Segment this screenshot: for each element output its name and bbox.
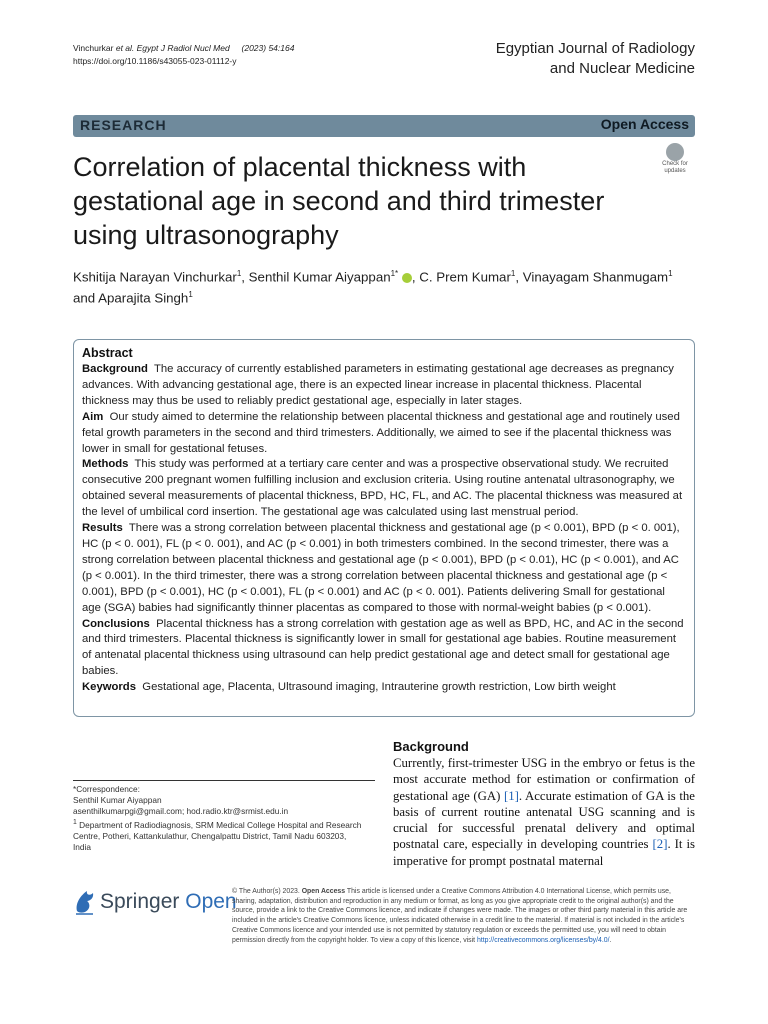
citation-year: (2023) 54:164 <box>241 43 295 53</box>
correspondence-label: *Correspondence: <box>73 784 140 794</box>
abstract-conclusions: Conclusions Placental thickness has a strong correlation with gestation age as well as BPD, HC, and AC in the second and third trimesters. Placental thickness is significantly lower in small for gestational age babies. Routine measurement of antenatal placental thickness using ultrasound can help predict gestational age and detect small for gestational age babies. <box>82 617 684 678</box>
citation-authors: Vinchurkar <box>73 43 116 53</box>
author-4[interactable]: , Vinayagam Shanmugam <box>515 269 669 285</box>
abstract-keywords: Keywords Gestational age, Placenta, Ultrasound imaging, Intrauterine growth restriction, Low birth weight <box>82 681 616 694</box>
author-list <box>73 265 693 308</box>
open-access-label: Open Access <box>600 116 689 132</box>
author-5[interactable]: and Aparajita Singh <box>73 290 189 306</box>
license-link[interactable]: http://creativecommons.org/licenses/by/4.0/ <box>476 936 610 944</box>
abstract-aim: Aim Our study aimed to determine the relationship between placental thickness and gestational age and routinely used fetal growth parameters in the second and third trimesters. Additionally, we aimed to see if the placental thickness was lower in small for gestational fetuses. <box>82 410 680 455</box>
section-label: RESEARCH <box>80 117 167 133</box>
publisher-open: Open <box>185 890 237 913</box>
abstract-heading: Abstract <box>82 346 133 360</box>
abstract-results: Results There was a strong correlation between placental thickness and gestational age (p < 0.001), BPD (p < 0. 001), HC (p < 0. 001), FL (p < 0. 001), and AC (p < 0.001) in both trimesters combined. In the second trimester, there was a strong correlation between placental thickness and gestational age (p < 0.001), BPD (p < 0.01), HC (p < 0.001), and AC (p < 0.001). In the third trimester, there was a strong correlation between placental thickness and gestational age (p < 0.001), BPD (p < 0.001), HC (p < 0.001), FL (p < 0.001) and AC (p < 0. 001). Patients delivering Small for gestational age (SGA) babies had significantly thinner placentas as compared to those with normal-weight babies (p < 0.001). <box>82 522 680 614</box>
body-section-heading: Background <box>393 739 469 754</box>
citation-journal: et al. Egypt J Radiol Nucl Med <box>115 43 230 53</box>
correspondence-footnote <box>73 784 363 853</box>
citation-header <box>73 42 294 68</box>
correspondence-email[interactable]: asenthilkumarpgi@gmail.com; hod.radio.ktr@srmist.edu.in <box>73 806 289 816</box>
article-title: Correlation of placental thickness with gestational age in second and third trimester using ultrasonography <box>73 152 605 250</box>
author-5-affil: 1 <box>188 290 193 300</box>
orcid-icon[interactable] <box>402 273 412 283</box>
author-1[interactable]: Kshitija Narayan Vinchurkar <box>73 269 237 285</box>
author-3[interactable]: , C. Prem Kumar <box>411 269 511 285</box>
journal-name-line1: Egyptian Journal of Radiology <box>495 40 695 57</box>
author-2[interactable]: , Senthil Kumar Aiyappan <box>241 269 391 285</box>
reference-link-1[interactable]: [1] <box>503 788 519 803</box>
check-badge-line2: updates <box>664 168 686 174</box>
check-updates-icon <box>666 143 684 161</box>
springer-horse-icon <box>73 887 97 917</box>
affiliation-note: $^1$ Department of Radiodiagnosis, SRM Medical College Hospital and Research Centre, Potheri, Kattankulathur, Chengalpattu District, Tamil Nadu 603203, India <box>73 819 362 852</box>
doi-link[interactable]: https://doi.org/10.1186/s43055-023-01112-y <box>73 56 237 66</box>
check-for-updates-badge[interactable] <box>656 141 694 179</box>
author-1-affil: 1 <box>236 269 242 278</box>
footnote-divider <box>73 780 375 781</box>
author-3-affil: 1 <box>510 269 516 278</box>
license-text: © The Author(s) 2023. Open Access This article is licensed under a Creative Commons Attribution 4.0 International License, which permits use, sharing, adaptation, distribution and reproduction in any medium or format, as long as you give appropriate credit to the original author(s) and the source, provide a link to the Creative Commons licence, and indicate if changes were made. The images or other third party material in this article are included in the article's Creative Commons licence, unless indicated otherwise in a credit line to the material. If material is not included in the article's Creative Commons licence and your intended use is not permitted by statutory regulation or exceeds the permitted use, you will need to obtain permission directly from the copyright holder. To view a copy of this licence, visit http://creativecommons.org/licenses/by/4.0/. <box>232 888 688 944</box>
body-paragraph: Currently, first-trimester USG in the embryo or fetus is the most accurate method for estimation or confirmation of gestational age (GA) [1]. Accurate estimation of GA is the basis of current routine antenatal USG scanning and is crucial for successful prenatal delivery and optimal postnatal care, especially in developing countries [2]. It is imperative for prompt postnatal maternal <box>393 756 695 868</box>
abstract-methods: Methods This study was performed at a tertiary care center and was a prospective observational study. We recruited consecutive 200 pregnant women fulfilling inclusion and exclusion criteria. Using routine antenatal ultrasonography, we obtained several measurements of placental thickness, BPD, HC, FL, and AC. The placental thickness was measured at the level of umbilical cord insertion. The gestational age was calculated using last menstrual period. <box>82 458 683 519</box>
abstract-background: Background The accuracy of currently established parameters in estimating gestational age decreases as pregnancy advances. With advancing gestational age, there is an expected linear increase in placental thickness. Placental thickness may thus be used to reliably predict gestational age, especially in later stages. <box>82 363 674 407</box>
journal-name-line2: and Nuclear Medicine <box>549 60 695 77</box>
reference-link-2[interactable]: [2] <box>652 837 668 852</box>
abstract-box <box>73 339 695 717</box>
author-2-affil: 1* <box>390 269 399 278</box>
section-bar <box>73 115 695 137</box>
publisher-name: Springer <box>100 890 180 913</box>
journal-name <box>496 39 695 79</box>
check-badge-line1: Check for <box>662 161 688 167</box>
correspondence-name: Senthil Kumar Aiyappan <box>73 795 162 805</box>
author-4-affil: 1 <box>668 269 673 278</box>
